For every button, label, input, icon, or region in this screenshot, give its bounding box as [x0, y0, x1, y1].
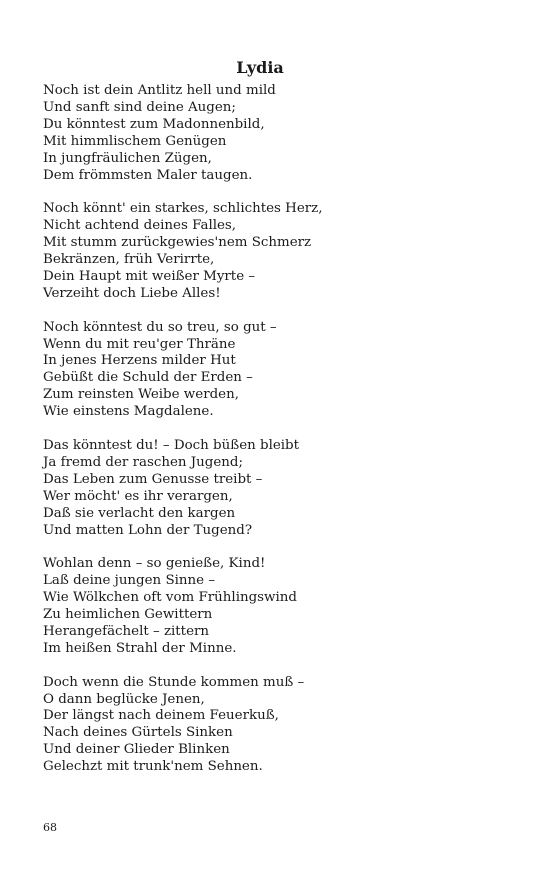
poem-line: Du könntest zum Madonnenbild, — [43, 116, 265, 132]
poem-line: Der längst nach deinem Feuerkuß, — [43, 708, 279, 724]
poem-title-text: Lydia — [236, 58, 284, 77]
poem-line: Wie einstens Magdalene. — [43, 404, 214, 420]
poem-line: Noch könntest du so treu, so gut – — [43, 319, 277, 335]
poem-body — [43, 83, 513, 793]
poem-line: Zum reinsten Weibe werden, — [43, 387, 239, 403]
poem-line: Dem frömmsten Maler taugen. — [43, 167, 253, 183]
poem-line: In jenes Herzens milder Hut — [43, 353, 236, 369]
poem-line: Bekränzen, früh Verirrte, — [43, 252, 215, 268]
poem-line: Herangefächelt – zittern — [43, 623, 210, 639]
poem-line: Das könntest du! – Doch büßen bleibt — [43, 437, 300, 453]
poem-line: O dann beglücke Jenen, — [43, 691, 205, 707]
poem-line: Noch könnt' ein starkes, schlichtes Herz, — [43, 201, 323, 217]
poem-line: Nicht achtend deines Falles, — [43, 218, 237, 234]
poem-line: Gebüßt die Schuld der Erden – — [43, 370, 253, 386]
stanza — [43, 201, 513, 302]
poem-line: Wer möcht' es ihr verargen, — [43, 488, 233, 504]
poem-line: Dein Haupt mit weißer Myrte – — [43, 268, 256, 284]
poem-line: Wohlan denn – so genieße, Kind! — [43, 556, 266, 572]
poem-line: Gelechzt mit trunk'nem Sehnen. — [43, 759, 263, 775]
poem-line: Zu heimlichen Gewittern — [43, 607, 213, 623]
poem-line: Mit stumm zurückgewies'nem Schmerz — [43, 235, 312, 251]
poem-line: Verzeiht doch Liebe Alles! — [43, 285, 221, 301]
poem-line: Und matten Lohn der Tugend? — [43, 522, 253, 538]
poem-line: Wie Wölkchen oft vom Frühlingswind — [43, 590, 297, 606]
poem-line: Das Leben zum Genusse treibt – — [43, 471, 263, 487]
poem-line: Ja fremd der raschen Jugend; — [43, 454, 243, 470]
stanza — [43, 438, 513, 539]
poem-line: Wenn du mit reu'ger Thräne — [43, 336, 236, 352]
poem-title — [0, 58, 520, 78]
page-number: 68 — [43, 821, 57, 834]
poem-line: Nach deines Gürtels Sinken — [43, 725, 233, 741]
poem-line: Laß deine jungen Sinne – — [43, 573, 216, 589]
poem-line: In jungfräulichen Zügen, — [43, 150, 212, 166]
poem-line: Daß sie verlacht den kargen — [43, 505, 236, 521]
poem-line: Und sanft sind deine Augen; — [43, 99, 236, 115]
poem-line: Im heißen Strahl der Minne. — [43, 640, 237, 656]
stanza — [43, 320, 513, 421]
stanza — [43, 83, 513, 184]
poem-line: Noch ist dein Antlitz hell und mild — [43, 83, 276, 98]
stanza — [43, 675, 513, 776]
stanza — [43, 556, 513, 657]
poem-line: Doch wenn die Stunde kommen muß – — [43, 674, 305, 690]
poem-line: Mit himmlischem Genügen — [43, 133, 227, 149]
poem-line: Und deiner Glieder Blinken — [43, 742, 230, 758]
